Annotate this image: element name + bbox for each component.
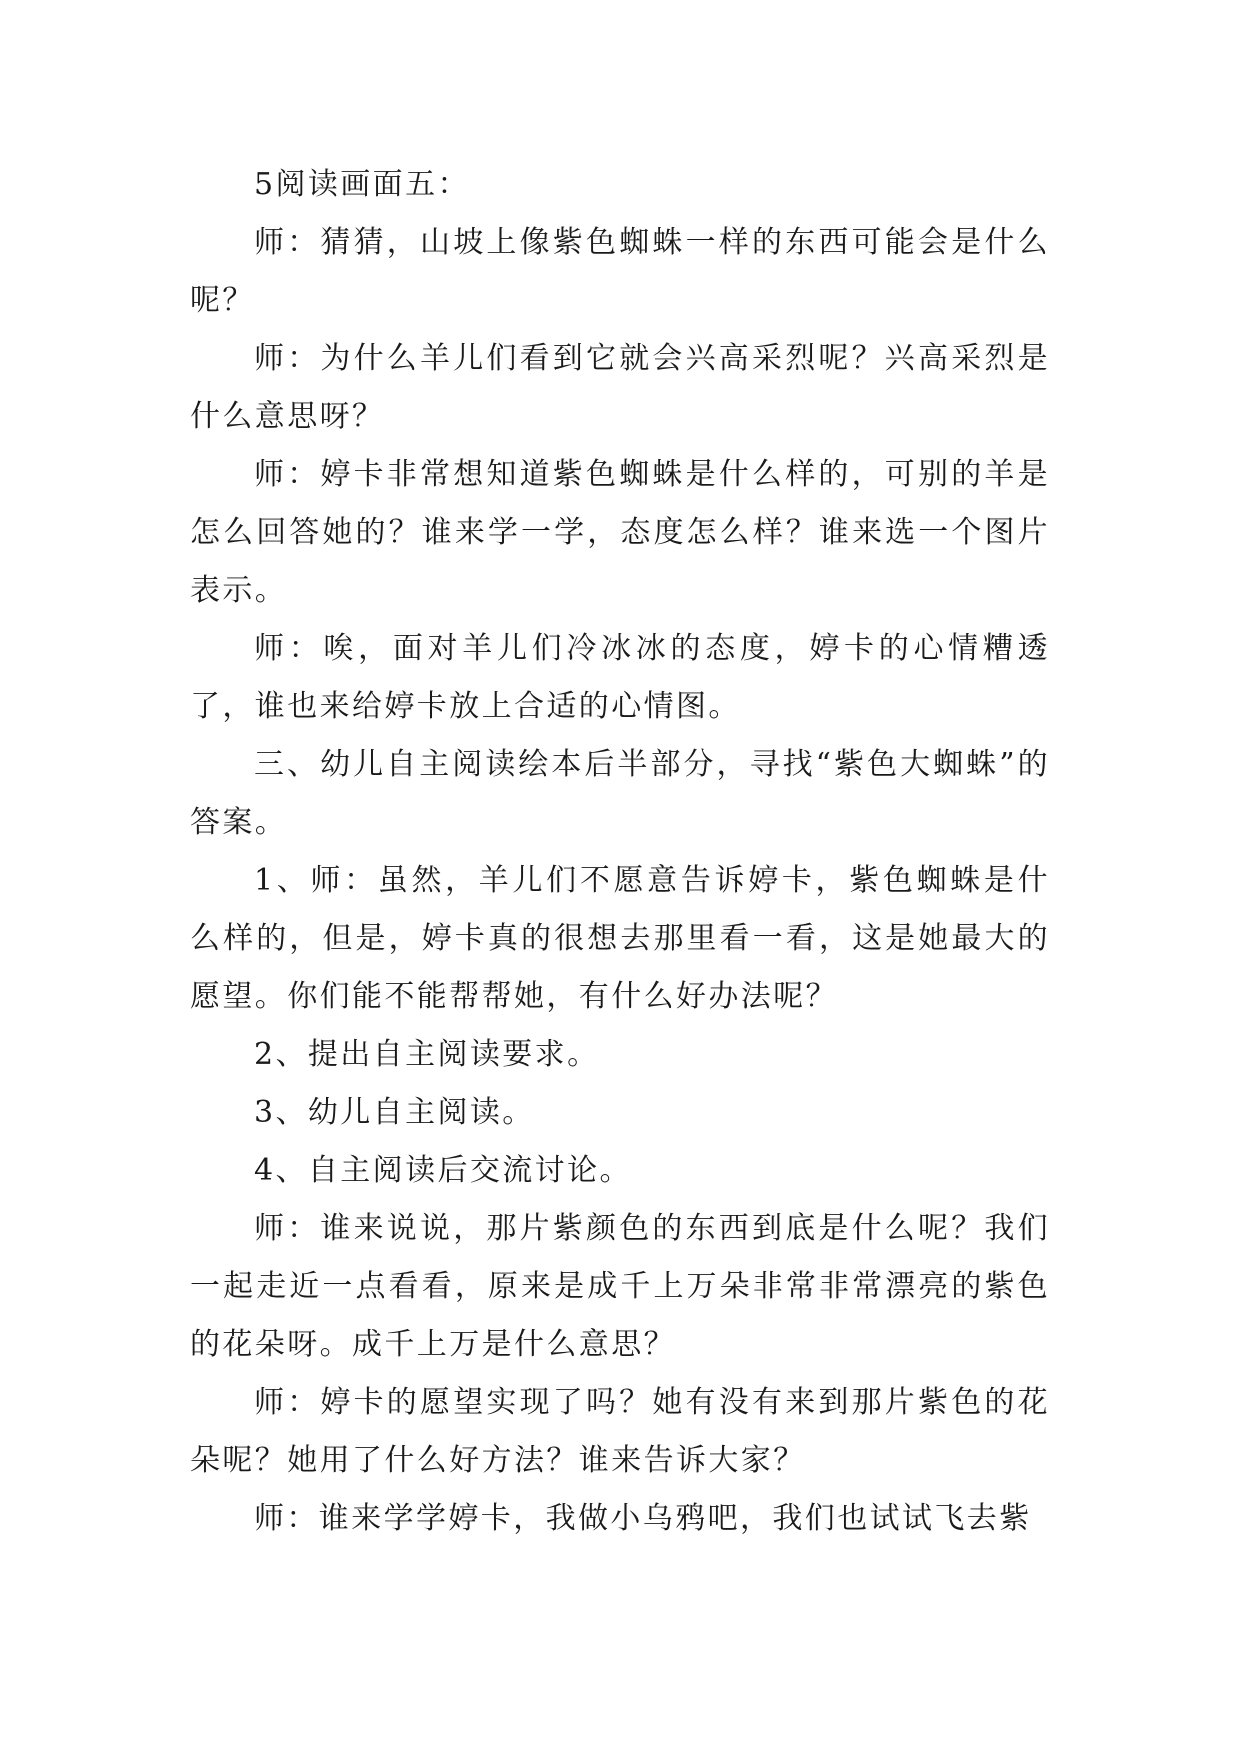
- paragraph-why-excited: 师：为什么羊儿们看到它就会兴高采烈呢？兴高采烈是什么意思呀？: [190, 341, 1050, 434]
- paragraph-act-as-tingka: 师：谁来学学婷卡，我做小乌鸦吧，我们也试试飞去紫: [254, 1501, 1032, 1536]
- paragraph-step-2: 2、提出自主阅读要求。: [254, 1037, 600, 1072]
- paragraph-tingka-mood: 师：唉，面对羊儿们冷冰冰的态度，婷卡的心情糟透了，谁也来给婷卡放上合适的心情图。: [190, 631, 1050, 724]
- paragraph-reading-scene-5: 5阅读画面五：: [254, 167, 470, 202]
- document-body: [190, 156, 1050, 1548]
- paragraph-wish-come-true: 师：婷卡的愿望实现了吗？她有没有来到那片紫色的花朵呢？她用了什么好方法？谁来告诉大家？: [190, 1385, 1050, 1478]
- paragraph-step-3: 3、幼儿自主阅读。: [254, 1095, 535, 1130]
- paragraph-guess-purple-spider: 师：猜猜，山坡上像紫色蜘蛛一样的东西可能会是什么呢？: [190, 225, 1050, 318]
- section-heading-3: 三、幼儿自主阅读绘本后半部分，寻找“紫色大蜘蛛”的答案。: [190, 747, 1050, 840]
- paragraph-purple-flowers: 师：谁来说说，那片紫颜色的东西到底是什么呢？我们一起走近一点看看，原来是成千上万朵非常非常漂亮的紫色的花朵呀。成千上万是什么意思？: [190, 1211, 1050, 1362]
- paragraph-step-1: 1、师：虽然，羊儿们不愿意告诉婷卡，紫色蜘蛛是什么样的，但是，婷卡真的很想去那里看一看，这是她最大的愿望。你们能不能帮帮她，有什么好办法呢？: [190, 863, 1050, 1014]
- paragraph-tingka-wants-to-know: 师：婷卡非常想知道紫色蜘蛛是什么样的，可别的羊是怎么回答她的？谁来学一学，态度怎么样？谁来选一个图片表示。: [190, 457, 1050, 608]
- paragraph-step-4: 4、自主阅读后交流讨论。: [254, 1153, 632, 1188]
